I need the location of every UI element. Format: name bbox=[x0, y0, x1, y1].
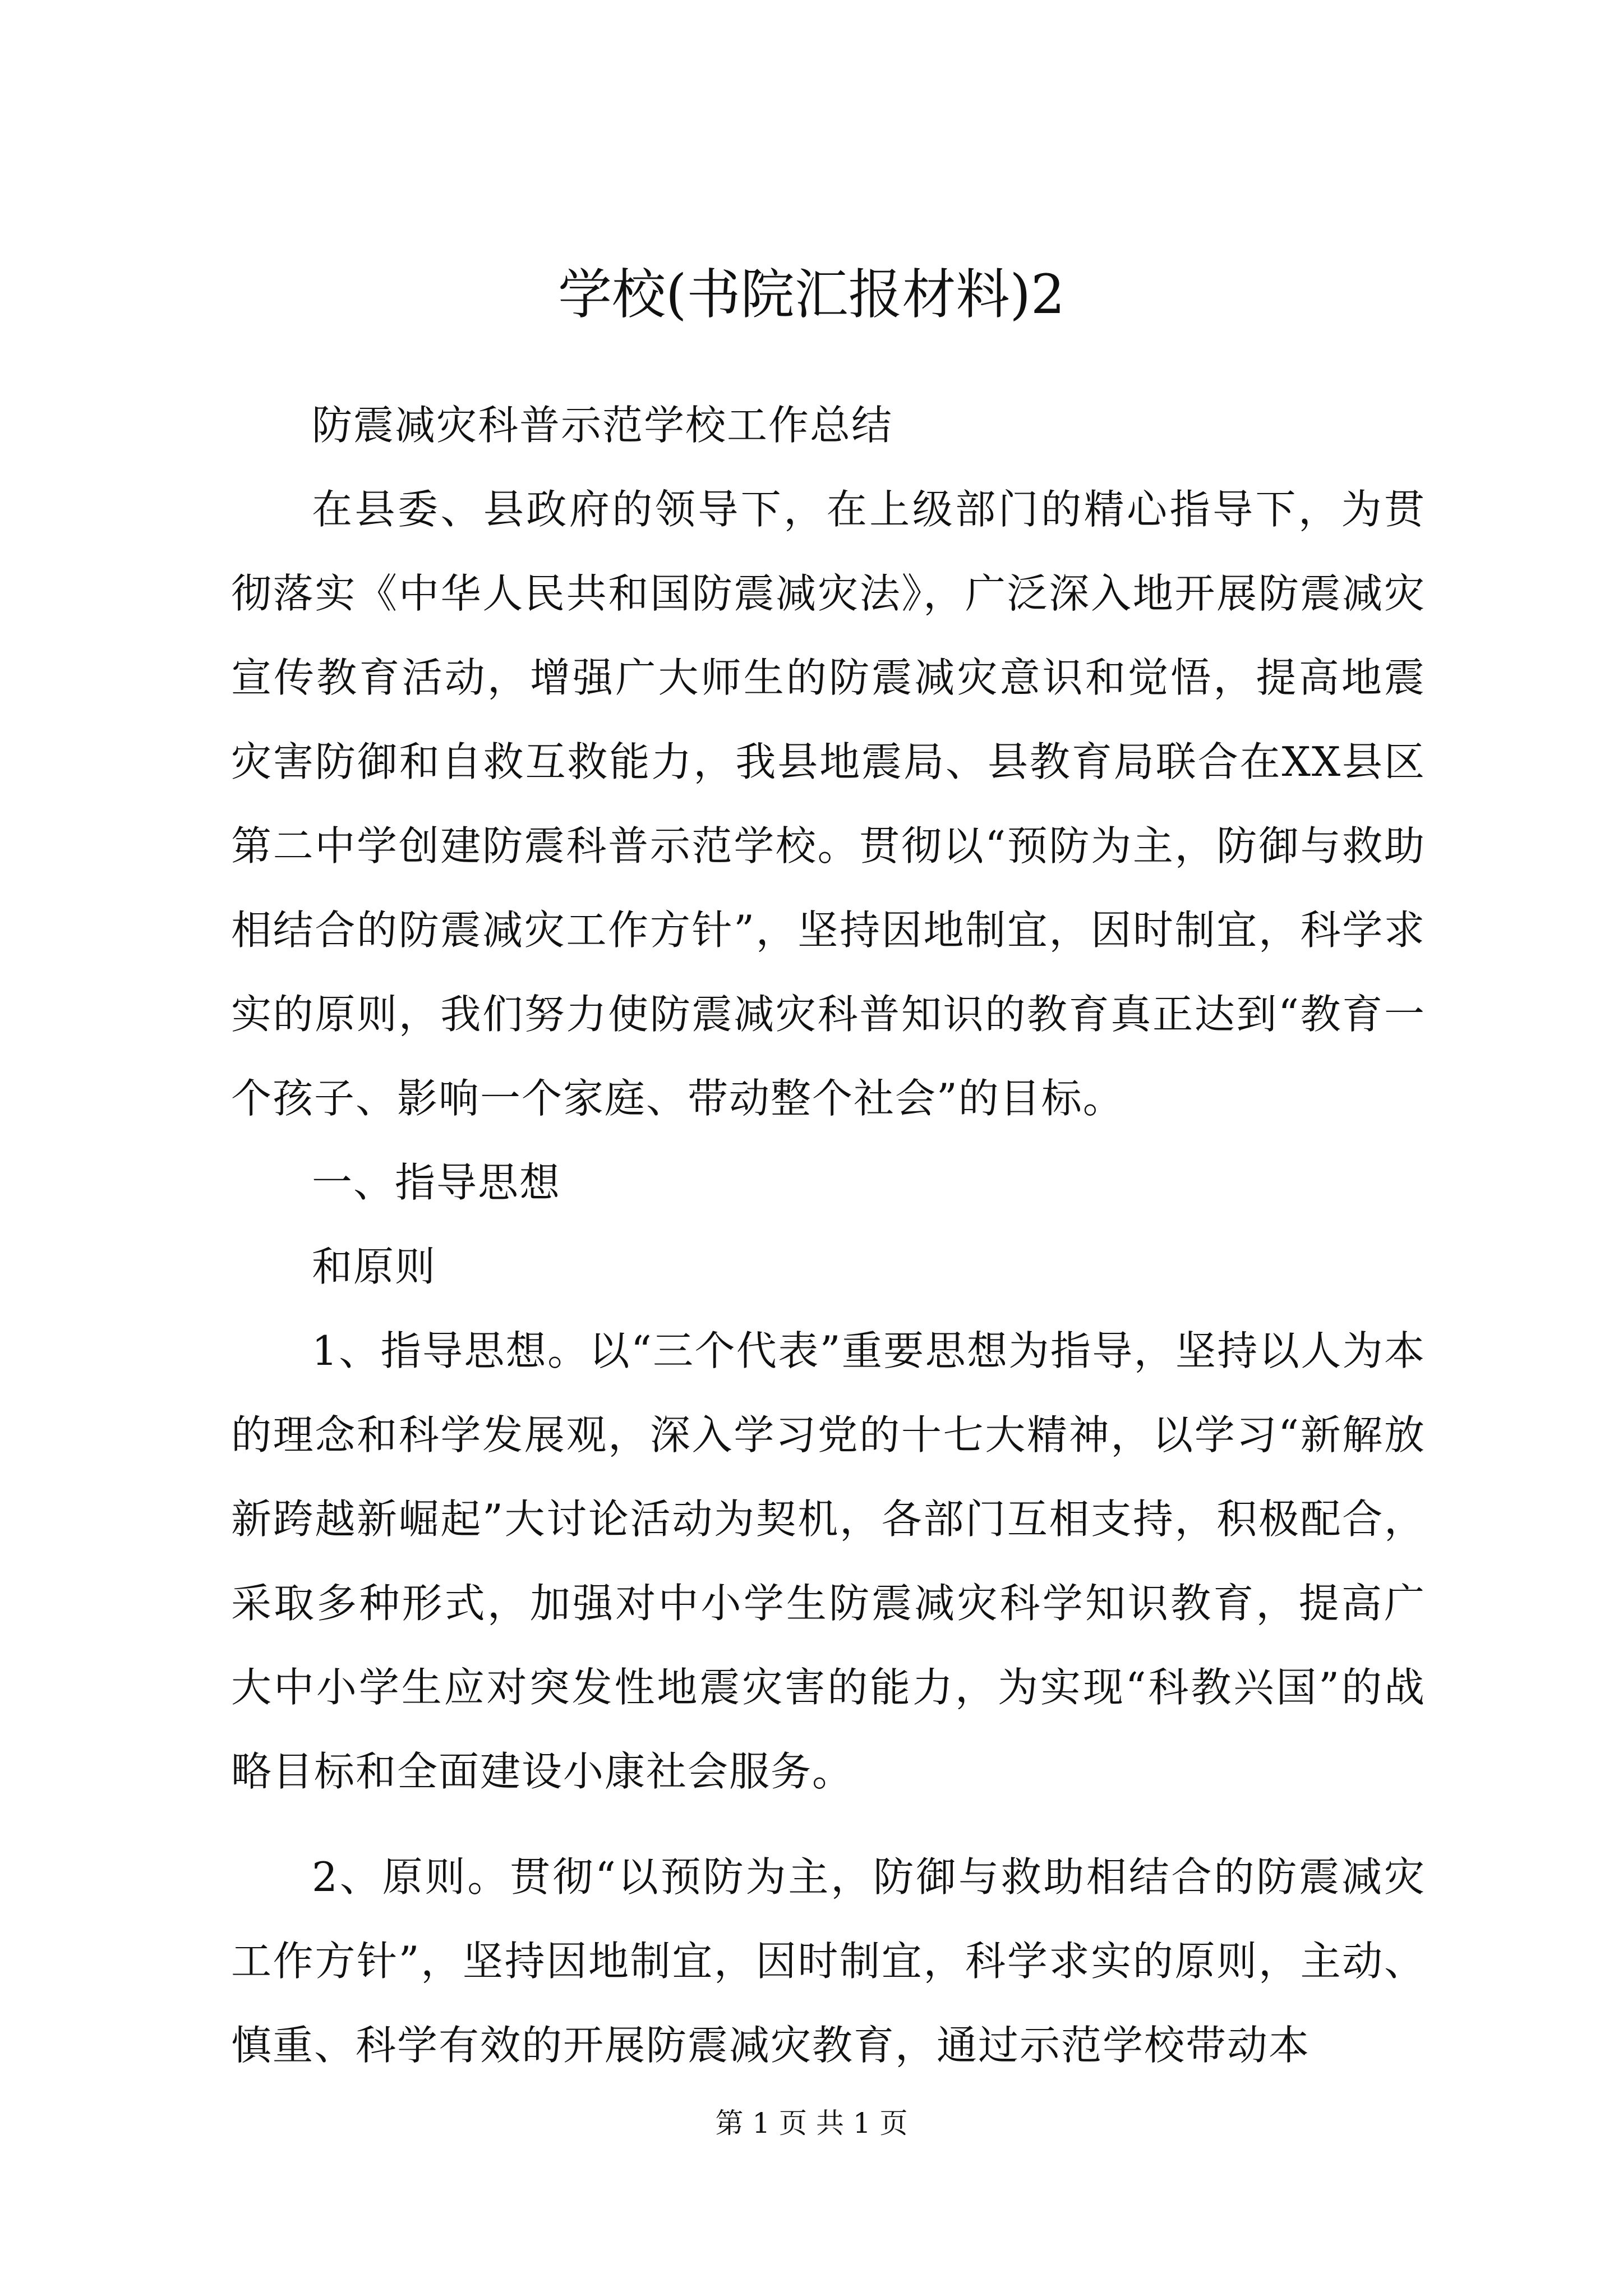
subtitle-paragraph: 防震减灾科普示范学校工作总结 bbox=[312, 402, 893, 449]
document-title: 学校(书院汇报材料)2 bbox=[558, 263, 1065, 326]
principle-paragraph: 2、原则。贯彻“以预防为主，防御与救助相结合的防震减灾工作方针”，坚持因地制宜，因时制宜，科学求实的原则，主动、慎重、科学有效的开展防震减灾教育，通过示范学校带动本 bbox=[231, 1853, 1426, 2069]
guiding-thought-paragraph: 1、指导思想。以“三个代表”重要思想为指导，坚持以人为本的理念和科学发展观，深入学习党的十七大精神，以学习“新解放新跨越新崛起”大讨论活动为契机，各部门互相支持，积极配合，采取多种形式，加强对中小学生防震减灾科学知识教育，提高广大中小学生应对突发性地震灾害的能力，为实现“科教兴国”的战略目标和全面建设小康社会服务。 bbox=[231, 1327, 1426, 1795]
page-footer: 第 1 页 共 1 页 bbox=[715, 2107, 908, 2139]
section-heading-continued: 和原则 bbox=[312, 1243, 437, 1290]
section-heading: 一、指导思想 bbox=[312, 1159, 561, 1206]
intro-paragraph: 在县委、县政府的领导下，在上级部门的精心指导下，为贯彻落实《中华人民共和国防震减灾法》，广泛深入地开展防震减灾宣传教育活动，增强广大师生的防震减灾意识和觉悟，提高地震灾害防御和自救互救能力，我县地震局、县教育局联合在XX县区第二中学创建防震科普示范学校。贯彻以“预防为主，防御与救助相结合的防震减灾工作方针”，坚持因地制宜，因时制宜，科学求实的原则，我们努力使防震减灾科普知识的教育真正达到“教育一个孩子、影响一个家庭、带动整个社会”的目标。 bbox=[231, 486, 1426, 1122]
document-body bbox=[231, 383, 1426, 2087]
